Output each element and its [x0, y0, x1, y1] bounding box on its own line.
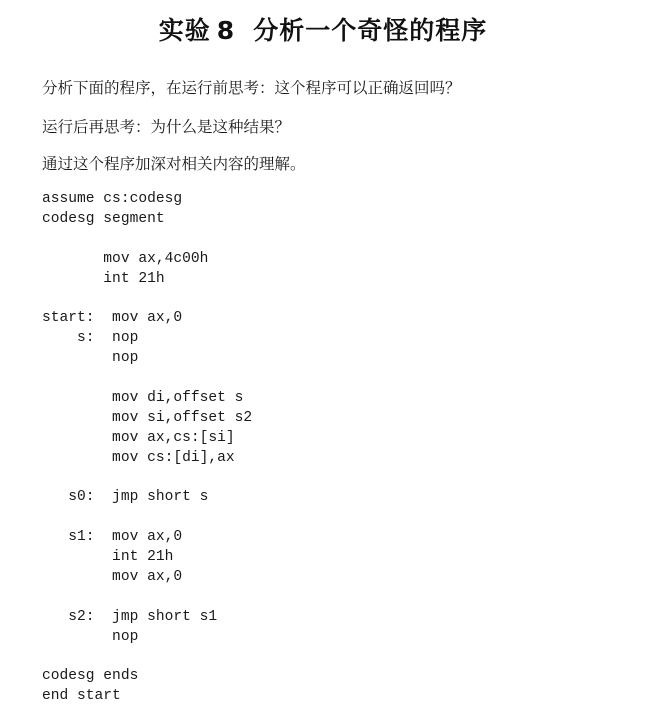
code-line: nop [42, 350, 139, 367]
code-line: mov ax,0 [42, 568, 183, 585]
code-line: s1: mov ax,0 [42, 529, 183, 546]
code-line: codesg ends [42, 668, 139, 685]
code-line: s: nop [42, 330, 139, 347]
code-line [42, 289, 602, 309]
title-prefix: 实验 [158, 16, 211, 45]
code-line: mov ax,cs:[si] [42, 429, 235, 446]
page-title [0, 14, 646, 48]
code-line: mov si,offset s2 [42, 409, 253, 426]
instruction-paragraph-1: 分析下面的程序，在运行前思考：这个程序可以正确返回吗？ [42, 79, 461, 97]
code-line: mov ax,4c00h [42, 250, 209, 267]
code-line [42, 369, 602, 389]
code-line: int 21h [42, 270, 165, 287]
code-line [42, 508, 602, 528]
code-line: int 21h [42, 549, 174, 566]
assembly-code-listing [42, 190, 602, 707]
code-line: mov cs:[di],ax [42, 449, 235, 466]
code-line [42, 588, 602, 608]
experiment-number: 8 [216, 16, 236, 45]
instruction-paragraph-2: 运行后再思考：为什么是这种结果？ [42, 118, 291, 136]
code-line [42, 230, 602, 250]
instruction-paragraph-3: 通过这个程序加深对相关内容的理解。 [42, 155, 306, 173]
code-line [42, 647, 602, 667]
code-line: start: mov ax,0 [42, 310, 183, 327]
code-line [42, 468, 602, 488]
code-line: mov di,offset s [42, 389, 244, 406]
code-line: nop [42, 628, 139, 645]
code-line: end start [42, 688, 121, 705]
code-line: assume cs:codesg [42, 191, 183, 207]
code-line: s2: jmp short s1 [42, 608, 218, 625]
code-line: s0: jmp short s [42, 489, 209, 506]
code-line: codesg segment [42, 210, 165, 227]
title-text: 分析一个奇怪的程序 [253, 16, 488, 45]
